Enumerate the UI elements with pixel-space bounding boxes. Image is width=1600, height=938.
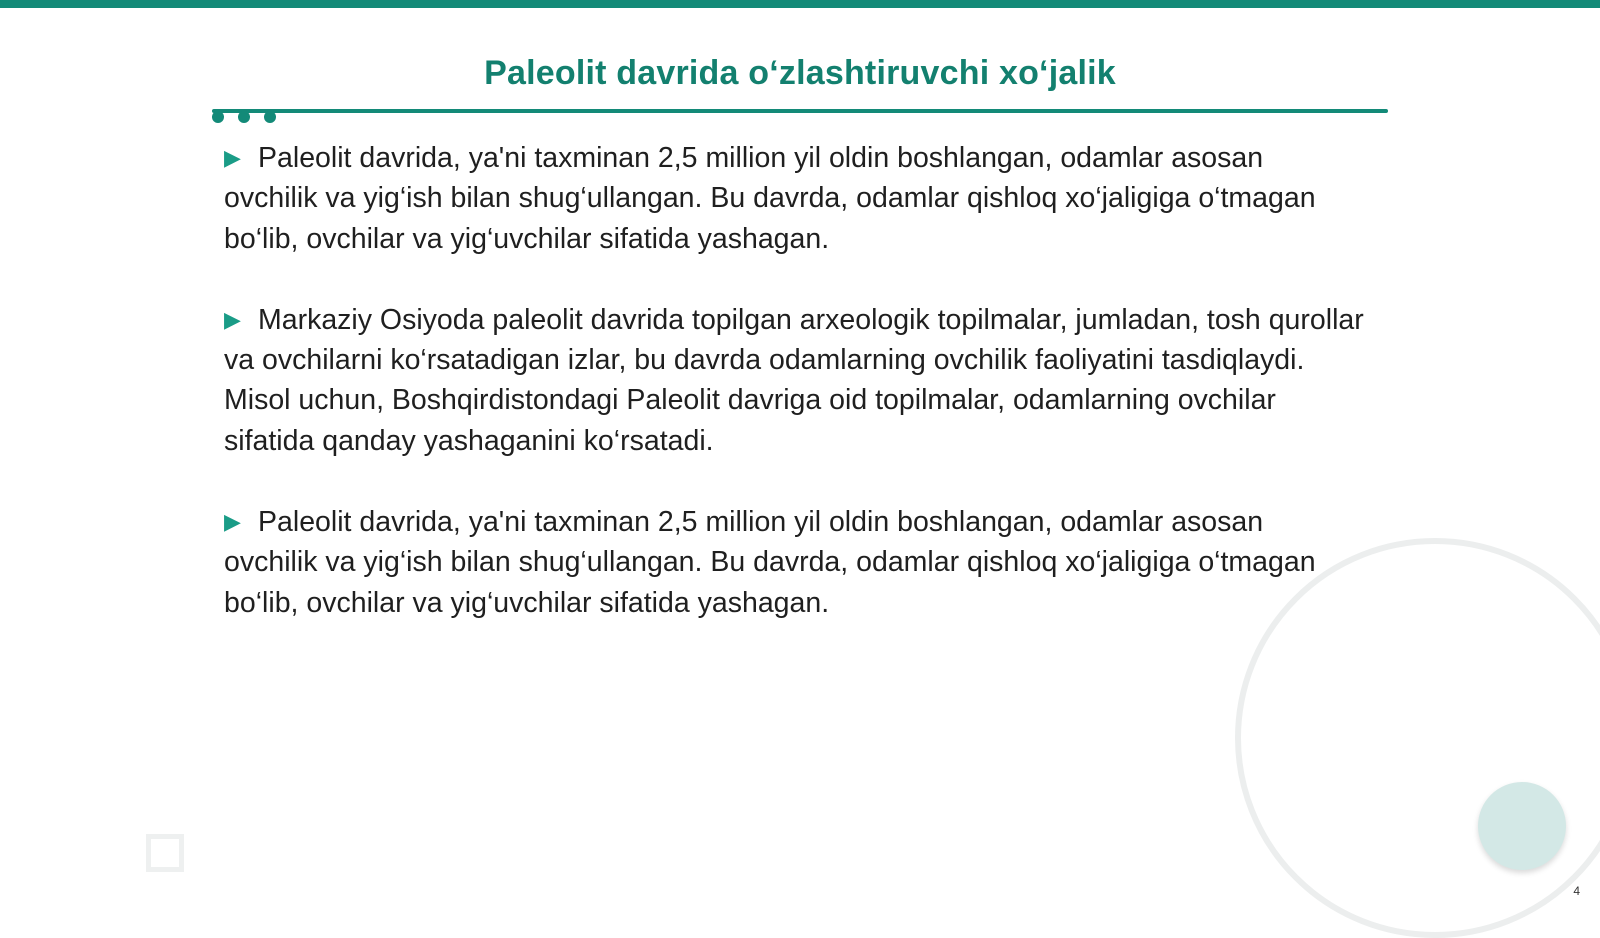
bullet-item [224,300,1364,461]
bullet-item [224,502,1364,623]
bullet-text: Markaziy Osiyoda paleolit davrida topilgan arxeologik topilmalar, jumladan, tosh qurollar va ovchilarni ko‘rsatadigan izlar, bu davrda odamlarning ovchilik faoliyatini tasdiqlaydi. Misol uchun, Boshqirdistondagi Paleolit davriga oid topilmalar, odamlarning ovchilar sifatida qanday yashaganini ko‘rsatadi. [224,303,1364,457]
title-underline [212,109,1388,113]
bullet-text: Paleolit davrida, ya'ni taxminan 2,5 million yil oldin boshlangan, odamlar asosan ovchilik va yig‘ish bilan shug‘ullangan. Bu davrda, odamlar qishloq xo‘jaligiga o‘tmagan bo‘lib, ovchilar va yig‘uvchilar sifatida yashagan. [224,506,1316,619]
slide-title: Paleolit davrida o‘zlashtiruvchi xo‘jalik [484,54,1116,92]
bullet-text: Paleolit davrida, ya'ni taxminan 2,5 million yil oldin boshlangan, odamlar asosan ovchilik va yig‘ish bilan shug‘ullangan. Bu davrda, odamlar qishloq xo‘jaligiga o‘tmagan bo‘lib, ovchilar va yig‘uvchilar sifatida yashagan. [224,142,1316,255]
underline-dot [212,111,224,123]
triangle-right-icon: ▶ [224,509,241,535]
page-number: 4 [1573,884,1580,898]
bullet-list [224,138,1364,664]
decorative-square [146,834,184,872]
top-accent-band [0,0,1600,8]
triangle-right-icon: ▶ [224,145,241,170]
triangle-right-icon: ▶ [224,306,241,332]
decorative-circle [1478,782,1566,870]
bullet-item [224,138,1364,259]
underline-dot [238,111,250,123]
underline-dot [264,111,276,123]
